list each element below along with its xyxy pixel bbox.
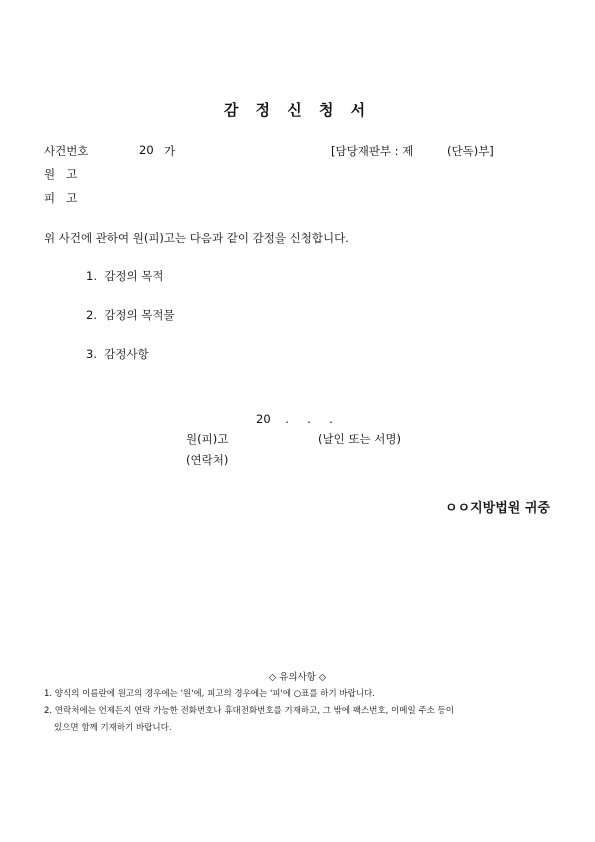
defendant-label: 피 고 [44,191,78,205]
judge-label: [담당재판부 : 제 [331,144,414,158]
list-item-object: 2. 감정의 목적물 [86,308,175,322]
division-label: (단독)부] [447,144,494,158]
plaintiff-label: 원 고 [44,167,78,181]
applicant-label: 원(피)고 [186,432,229,446]
list-item-purpose: 1. 감정의 목적 [86,269,164,283]
signature-date: 20 . . . [256,412,333,426]
case-year-prefix: 20 [139,143,154,157]
case-number-label: 사건번호 [44,144,89,158]
notice-line-2: 2. 연락처에는 언제든지 연락 가능한 전화번호나 휴대전화번호를 기재하고, 그 밖에 팩스번호, 이메일 주소 등이 [44,706,454,716]
court-addressee: ㅇㅇ지방법원 귀중 [445,501,550,516]
list-item-matters: 3. 감정사항 [86,347,149,361]
case-type: 가 [164,144,176,158]
intro-text: 위 사건에 관하여 원(피)고는 다음과 같이 감정을 신청합니다. [44,231,349,245]
document-title: 감 정 신 청 서 [223,101,372,119]
contact-label: (연락처) [186,453,229,467]
notice-line-3: 있으면 함께 기재하기 바랍니다. [54,723,172,733]
notice-title: ◇ 유의사항 ◇ [268,672,327,683]
seal-label: (날인 또는 서명) [318,432,401,446]
notice-line-1: 1. 양식의 이름란에 원고의 경우에는 '원'에, 피고의 경우에는 '피'에 ○표를 하기 바랍니다. [44,689,375,699]
